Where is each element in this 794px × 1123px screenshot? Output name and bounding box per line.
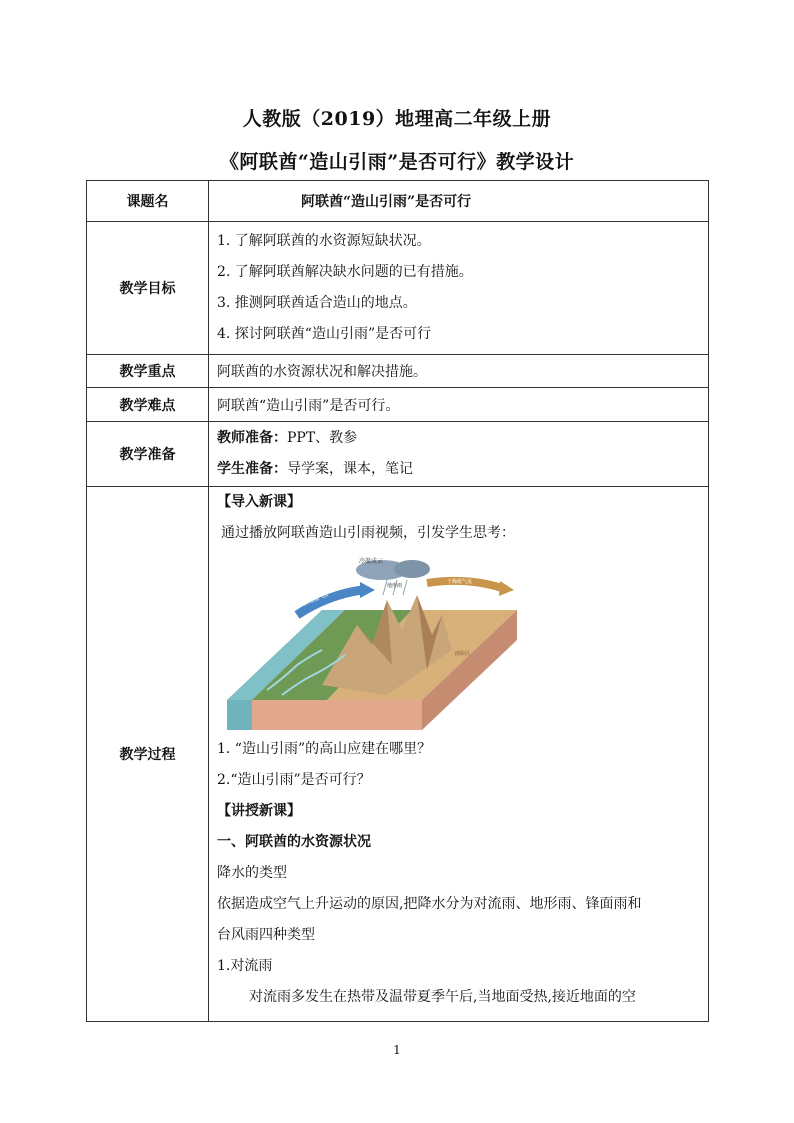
key-points-label: 教学重点	[87, 355, 209, 388]
intro-text: 通过播放阿联酋造山引雨视频，引发学生思考：	[221, 525, 515, 541]
teacher-prep-label: 教师准备：	[217, 430, 287, 446]
table-row	[87, 181, 709, 222]
question-item: 1. “造山引雨”的高山应建在哪里？	[217, 741, 432, 757]
difficulty-value: 阿联酋“造山引雨”是否可行。	[209, 388, 709, 422]
student-prep-label: 学生准备：	[217, 461, 287, 477]
convective-title: 1.对流雨	[217, 958, 273, 974]
topic-value: 阿联酋“造山引雨”是否可行	[209, 181, 709, 222]
table-row	[87, 487, 709, 1022]
objectives-cell	[209, 222, 709, 355]
key-points-value: 阿联酋的水资源状况和解决措施。	[209, 355, 709, 388]
lesson-plan-table	[86, 180, 709, 1022]
precip-types-title: 降水的类型	[217, 865, 287, 881]
diagram-dry-air-label: 干燥暖气流	[447, 579, 473, 585]
preparation-cell	[209, 422, 709, 487]
diagram-cloud-label: 冷凝成云	[359, 558, 384, 565]
process-label: 教学过程	[87, 487, 209, 1022]
page-number: 1	[393, 1043, 401, 1057]
orographic-rain-diagram	[227, 555, 527, 730]
table-row	[87, 355, 709, 388]
objective-item: 2. 了解阿联酋解决缺水问题的已有措施。	[217, 264, 473, 280]
objective-item: 4. 探讨阿联酋“造山引雨”是否可行	[217, 326, 432, 342]
precip-types-text: 台风雨四种类型	[217, 927, 315, 943]
objective-item: 3. 推测阿联酋适合造山的地点。	[217, 295, 417, 311]
objectives-label: 教学目标	[87, 222, 209, 355]
diagram-rain-label: 地形雨	[387, 583, 403, 589]
section-heading: 一、阿联酋的水资源状况	[217, 834, 371, 850]
objective-item: 1. 了解阿联酋的水资源短缺状况。	[217, 233, 431, 249]
diagram-wet-air-label: 海洋暖湿气流	[299, 592, 330, 609]
topic-label: 课题名	[87, 181, 209, 222]
diagram-rain-shadow-label: 雨影区	[455, 651, 471, 657]
student-prep-value: 导学案，课本，笔记	[287, 461, 413, 477]
table-row	[87, 222, 709, 355]
document-title: 人教版（2019）地理高二年级上册	[242, 108, 552, 130]
intro-heading: 【导入新课】	[217, 494, 301, 510]
lecture-heading: 【讲授新课】	[217, 803, 301, 819]
preparation-label: 教学准备	[87, 422, 209, 487]
document-subtitle: 《阿联酋“造山引雨”是否可行》教学设计	[219, 151, 575, 173]
teacher-prep-value: PPT、教参	[287, 430, 358, 446]
difficulty-label: 教学难点	[87, 388, 209, 422]
convective-text: 对流雨多发生在热带及温带夏季午后,当地面受热,接近地面的空	[249, 989, 636, 1005]
question-item: 2.“造山引雨”是否可行？	[217, 772, 371, 788]
table-row	[87, 388, 709, 422]
table-row	[87, 422, 709, 487]
process-cell	[209, 487, 709, 1022]
precip-types-text: 依据造成空气上升运动的原因,把降水分为对流雨、地形雨、锋面雨和	[217, 896, 642, 912]
